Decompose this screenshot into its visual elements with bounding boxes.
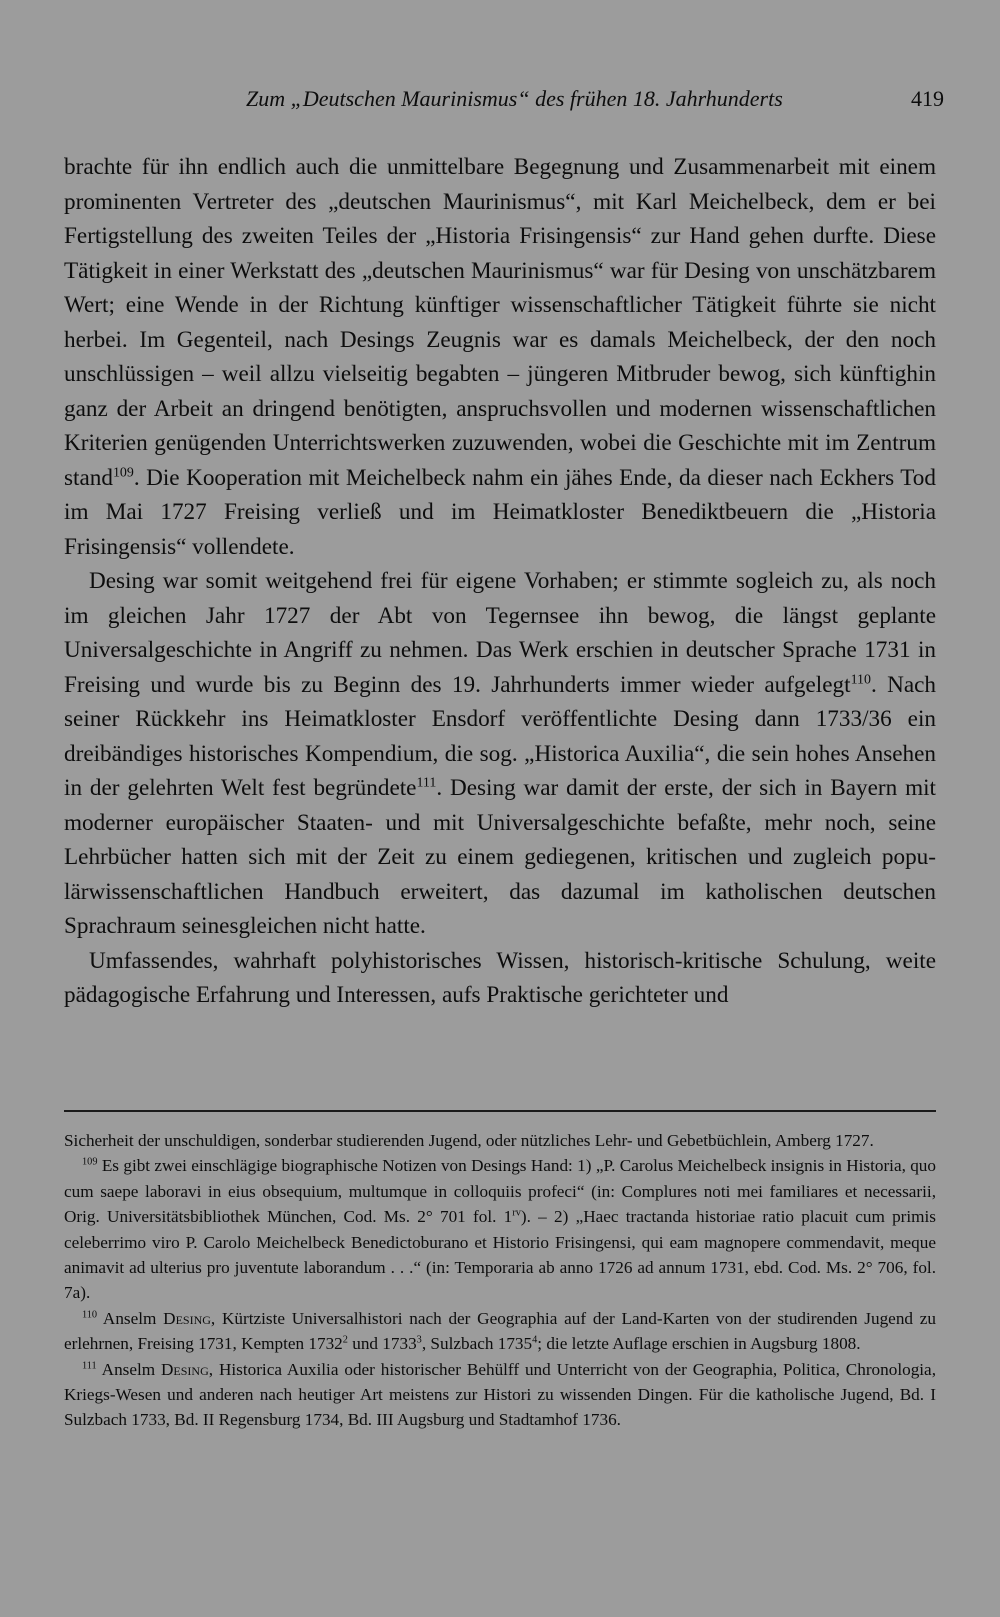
footnote-110 — [64, 1306, 936, 1357]
footnote-111-author-first: Anselm — [96, 1359, 162, 1379]
footnote-ref-111: 111 — [416, 775, 437, 791]
footnote-109-text-b: ). – 2) „Haec tractanda historiae ratio placuit cum primis celeberrimo viro P. Carolo Meichelbeck Benedictoburano et Historio Frisingensi, qui eam magnopere commendavit, meque animavit ad ulterius pro juventute laborandum . . .“ (in: Temporaria ab anno 1726 ad annum 1731, ebd. Cod. Ms. 2° 706, fol. 7a). — [64, 1207, 936, 1303]
footnote-number-111: 111 — [82, 1359, 97, 1371]
footnote-110-text-a: , Kürtziste Universalhistori nach der Geographia auf der Land-Karten von der studirenden Jugend zu erlehrnen, Freising 1731, Kempten 1732 — [64, 1308, 936, 1354]
footnote-continued: Sicherheit der unschuldigen, sonderbar studierenden Jugend, oder nützliches Lehr- und Gebetbüchlein, Amberg 1727. — [64, 1131, 874, 1150]
footnote-rule — [64, 1110, 936, 1112]
footnote-number-109: 109 — [82, 1156, 98, 1168]
footnote-111-author-surname: Desing — [161, 1359, 209, 1379]
paragraph-1-text-a: brachte für ihn endlich auch die unmittelbare Begegnung und Zusammenarbeit mit einem prominenten Vertreter des „deutschen Maurinismus“, mit Karl Meichelbeck, dem er bei Fertigstellung des zweiten Teiles der „Historia Frisingensis“ zur Hand gehen durfte. Diese Tätigkeit in einer Werkstatt des „deutschen Maurinismus“ war für Desing von unschätzbarem Wert; eine Wende in der Richtung künftiger wissenschaftlicher Tätigkeit führte sie nicht herbei. Im Gegenteil, nach Desings Zeugnis war es damals Meichelbeck, der den noch unschlüssigen – weil allzu vielseitig begabten – jüngeren Mitbruder bewog, sich künftighin ganz der Arbeit an dringend benötigten, anspruchsvollen und modernen wissenschaftlichen Kriterien genügenden Unterrichtswerken zuzuwenden, wobei die Geschichte mit im Zentrum stand — [64, 154, 936, 491]
footnote-ref-109: 109 — [112, 464, 134, 480]
body-text — [64, 150, 936, 1013]
paragraph-2 — [64, 564, 936, 944]
footnote-110-text-d: ; die letzte Auflage erschien in Augsburg 1808. — [537, 1334, 861, 1354]
footnote-110-text-b: und 1733 — [347, 1334, 417, 1354]
footnote-110-text-c: , Sulzbach 1735 — [421, 1334, 533, 1354]
paragraph-1-text-b: . Die Kooperation mit Meichelbeck nahm ein jähes Ende, da dieser nach Eckhers Tod im Mai 1727 Freising verließ und im Heimatkloster Benediktbeuern die „Historia Frisingensis“ vollendete. — [64, 464, 936, 560]
edition-superscript-2: 2 — [342, 1334, 348, 1346]
edition-superscript-4: 4 — [532, 1334, 538, 1346]
footnote-110-author-first: Anselm — [97, 1308, 164, 1328]
running-title: Zum „Deutschen Maurinismus“ des frühen 18. Jahrhunderts — [246, 86, 783, 111]
footnote-111-text-a: , Historica Auxilia oder historischer Behülff und Unterricht von der Geographia, Politica, Chronologia, Kriegs-Wesen und anderen nach heutiger Art meistens zur Histori zu wissenden Dingen. Für die katholische Jugend, Bd. I Sulzbach 1733, Bd. II Regensburg 1734, Bd. III Augsburg und Stadtamhof 1736. — [64, 1359, 936, 1430]
paragraph-3: Umfassendes, wahrhaft polyhistorisches Wissen, historisch-kritische Schulung, weite pädagogische Erfahrung und Interessen, aufs Praktische gerichteter und — [64, 947, 936, 1008]
footnotes — [64, 1128, 936, 1433]
footnote-109 — [64, 1153, 936, 1305]
folio-superscript: rv — [512, 1207, 521, 1219]
running-head — [64, 82, 944, 116]
edition-superscript-3: 3 — [416, 1334, 422, 1346]
footnote-109-text-a: Es gibt zwei einschlägige biographische Notizen von Desings Hand: 1) „P. Carolus Meichelbeck insignis in Historia, quo cum saepe laboravi in eius obsequium, multumque in colloquiis profeci“ (in: Complures noti mei familiares et necessarii, Orig. Universitätsbibliothek München, Cod. Ms. 2° 701 fol. 1 — [64, 1156, 936, 1227]
footnote-110-author-surname: Desing — [163, 1308, 211, 1328]
paragraph-2-text-b: . Nach seiner Rückkehr ins Heimatkloster Ensdorf veröffentlichte Desing dann 1733/36 ein dreibändiges historisches Kompendium, die sog. „Historica Auxilia“, die sein hohes Ansehen in der gelehrten Welt fest begründete — [64, 671, 936, 801]
paragraph-2-text-a: Desing war somit weitgehend frei für eigene Vorhaben; er stimmte sogleich zu, als noch im gleichen Jahr 1727 der Abt von Tegernsee ihn bewog, die längst geplante Universalgeschichte in Angriff zu nehmen. Das Werk erschien in deutscher Sprache 1731 in Freising und wurde bis zu Beginn des 19. Jahrhunderts immer wieder aufgelegt — [64, 568, 936, 698]
page-number: 419 — [911, 86, 944, 111]
paragraph-1 — [64, 150, 936, 564]
footnote-ref-110: 110 — [850, 671, 871, 687]
footnote-number-110: 110 — [82, 1309, 98, 1321]
footnote-111 — [64, 1357, 936, 1433]
paragraph-2-text-c: . Desing war damit der erste, der sich in Bayern mit moderner europäischer Staaten- und mit Universalgeschichte befaßte, mehr noch, seine Lehrbücher hatten sich mit der Zeit zu einem gediegenen, kritischen und zugleich populärwissenschaftlichen Handbuch erweitert, das dazumal im katholischen deutschen Sprachraum seinesgleichen nicht hatte. — [64, 775, 936, 939]
